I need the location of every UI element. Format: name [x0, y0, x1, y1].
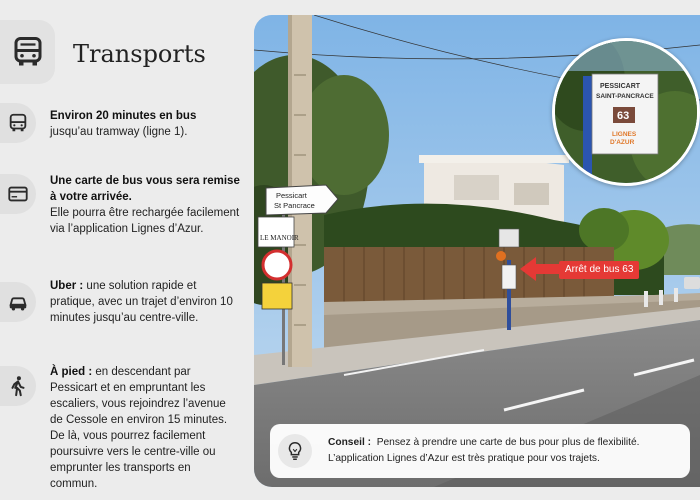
- stop-name-line2: SAINT-PANCRACE: [596, 93, 654, 100]
- tip-text: [328, 435, 683, 467]
- brand-line2: D'AZUR: [610, 139, 635, 146]
- item-bold: À pied :: [50, 366, 93, 378]
- bus-stop-closeup: [552, 38, 700, 186]
- tip-line2: L’application Lignes d’Azur est très pratique pour vos trajets.: [328, 453, 600, 464]
- manoir-sign: LE MANOIR: [260, 234, 299, 242]
- bus-stop-label: Arrêt de bus 63: [559, 261, 639, 279]
- page-title: Transports: [73, 40, 206, 68]
- item-icon-badge: [0, 103, 36, 143]
- stop-name-line1: PESSICART: [600, 83, 641, 90]
- tip-line1: Pensez à prendre une carte de bus pour plus de flexibilité.: [376, 437, 640, 448]
- bus-number: 63: [617, 110, 630, 122]
- item-bold: Uber :: [50, 280, 84, 292]
- bus-stop-sign-illustration: [555, 41, 697, 183]
- brand-line1: LIGNES: [612, 131, 637, 138]
- item-text: [50, 173, 240, 237]
- item-text: [50, 108, 240, 140]
- bus-icon: [7, 112, 29, 134]
- car-icon: [6, 291, 30, 313]
- card-icon: [7, 183, 29, 205]
- transport-info-panel: [0, 0, 250, 500]
- item-text: [50, 278, 240, 326]
- item-rest: en descendant par Pessicart et en empruntant les escaliers, vous rejoindrez l’avenue de Cessole en environ 15 minutes. De là, vous pourrez facilement poursuivre vers le centre-ville ou emprunter les transports en commun.: [50, 366, 228, 490]
- item-rest: Elle pourra être rechargée facilement via l’application Lignes d’Azur.: [50, 207, 240, 235]
- item-bold: Environ 20 minutes en bus: [50, 110, 197, 122]
- item-bold: Une carte de bus vous sera remise à votre arrivée.: [50, 175, 240, 203]
- item-icon-badge: [0, 174, 36, 214]
- tip-box: [270, 424, 690, 478]
- walking-person-icon: [7, 374, 29, 398]
- street-sign-line2: St Pancrace: [274, 201, 315, 210]
- bus-icon: [10, 34, 46, 70]
- item-icon-badge: [0, 282, 36, 322]
- tip-icon-badge: [278, 434, 312, 468]
- item-icon-badge: [0, 366, 36, 406]
- street-sign-line1: Pessicart: [276, 191, 307, 200]
- item-text: [50, 364, 240, 492]
- item-rest: une solution rapide et pratique, avec un trajet d’environ 10 minutes jusqu’au centre-ville.: [50, 280, 233, 324]
- lightbulb-icon: [284, 440, 306, 462]
- tip-label: Conseil :: [328, 437, 372, 448]
- header-bus-badge: [0, 20, 55, 84]
- item-rest: jusqu’au tramway (ligne 1).: [50, 126, 188, 138]
